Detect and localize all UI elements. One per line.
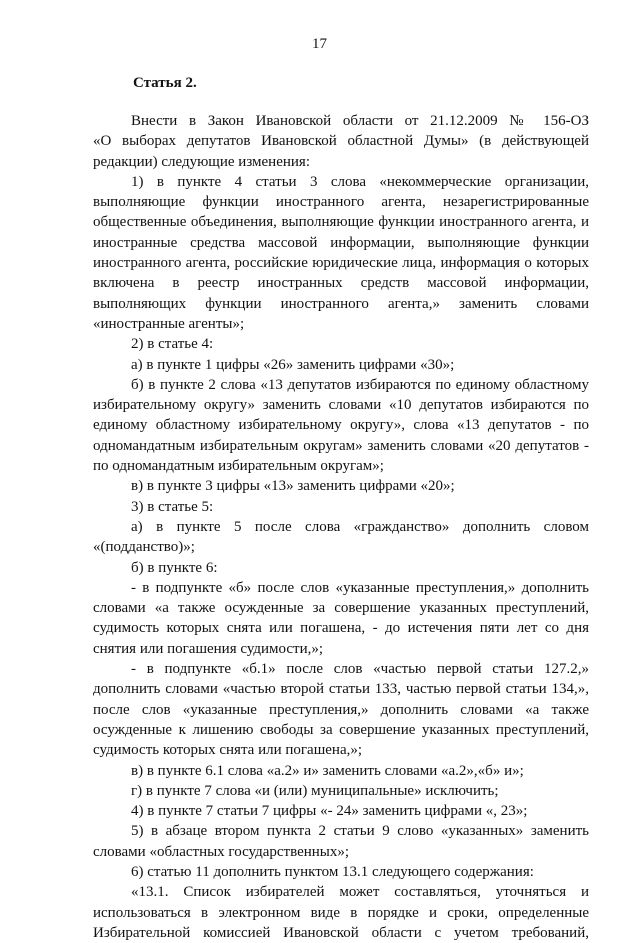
- text-line: одномандатным избирательным округам» заменить словами «20 депутатов -: [93, 437, 589, 454]
- text-line: а) в пункте 1 цифры «26» заменить цифрами «30»;: [131, 356, 455, 373]
- text-line: 3) в статье 5:: [131, 498, 214, 515]
- text-line: 2) в статье 4:: [131, 336, 214, 353]
- text-line: «иностранные агенты»;: [93, 315, 245, 332]
- text-line: судимость которых снята или погашена,»;: [93, 742, 363, 759]
- text-line: иностранные средства массовой информации, выполняющие функции: [93, 234, 589, 251]
- article-heading: Статья 2.: [133, 75, 197, 91]
- text-line: использоваться в электронном виде в порядке и сроки, определенные: [93, 904, 589, 921]
- text-line: Избирательной комиссией Ивановской области с учетом требований,: [93, 924, 589, 941]
- text-line: выполняющих функции иностранного агента,» заменить словами: [93, 295, 589, 312]
- text-line: б) в пункте 2 слова «13 депутатов избираются по единому областному: [131, 376, 589, 393]
- text-line: судимость которых снята или погашена, - до истечения пяти лет со дня: [93, 620, 589, 637]
- text-line: 5) в абзаце втором пункта 2 статьи 9 слово «указанных» заменить: [131, 823, 589, 840]
- text-line: общественные объединения, выполняющие функции иностранного агента, и: [93, 214, 589, 231]
- text-line: - в подпункте «б» после слов «указанные преступления,» дополнить: [131, 579, 589, 596]
- text-line: «(подданство)»;: [93, 539, 195, 556]
- text-line: 6) статью 11 дополнить пунктом 13.1 следующего содержания:: [131, 863, 534, 880]
- text-line: дополнить словами «частью второй статьи 133, частью первой статьи 134,»,: [93, 681, 589, 698]
- text-line: снятия или погашения судимости,»;: [93, 640, 324, 657]
- text-line: словами «областных государственных»;: [93, 843, 350, 860]
- text-line: редакции) следующие изменения:: [93, 153, 310, 170]
- text-line: «13.1. Список избирателей может составляться, уточняться и: [131, 884, 589, 901]
- text-line: б) в пункте 6:: [131, 559, 218, 576]
- text-line: в) в пункте 6.1 слова «а.2» и» заменить словами «а.2»,«б» и»;: [131, 762, 524, 779]
- text-line: иностранного агента, российские юридические лица, информация о которых: [93, 255, 589, 272]
- text-line: словами «а также осужденные за совершение указанных преступлений,: [93, 600, 589, 617]
- text-line: «О выборах депутатов Ивановской областной Думы» (в действующей: [93, 133, 589, 150]
- page-number: 17: [312, 36, 327, 52]
- text-line: 1) в пункте 4 статьи 3 слова «некоммерческие организации,: [131, 173, 589, 190]
- text-line: - в подпункте «б.1» после слов «частью первой статьи 127.2,»: [131, 661, 589, 678]
- text-line: в) в пункте 3 цифры «13» заменить цифрами «20»;: [131, 478, 455, 495]
- text-line: по одномандатным избирательным округам»;: [93, 458, 384, 475]
- text-line: а) в пункте 5 после слова «гражданство» дополнить словом: [131, 518, 589, 535]
- text-line: после слов «указанные преступления,» дополнить словами «а также: [93, 701, 589, 718]
- document-body: [93, 111, 589, 943]
- text-line: Внести в Закон Ивановской области от 21.12.2009 № 156-ОЗ: [131, 113, 589, 129]
- text-line: осужденные к лишению свободы за совершение указанных преступлений,: [93, 721, 589, 738]
- text-line: единому областному избирательному округу», слова «13 депутатов - по: [93, 417, 589, 434]
- text-line: избирательному округу» заменить словами «10 депутатов избираются по: [93, 397, 589, 414]
- text-line: г) в пункте 7 слова «и (или) муниципальные» исключить;: [131, 782, 499, 799]
- text-line: выполняющие функции иностранного агента, незарегистрированные: [93, 194, 589, 211]
- text-line: включена в реестр иностранных средств массовой информации,: [93, 275, 589, 292]
- text-line: 4) в пункте 7 статьи 7 цифры «- 24» заменить цифрами «, 23»;: [131, 803, 528, 820]
